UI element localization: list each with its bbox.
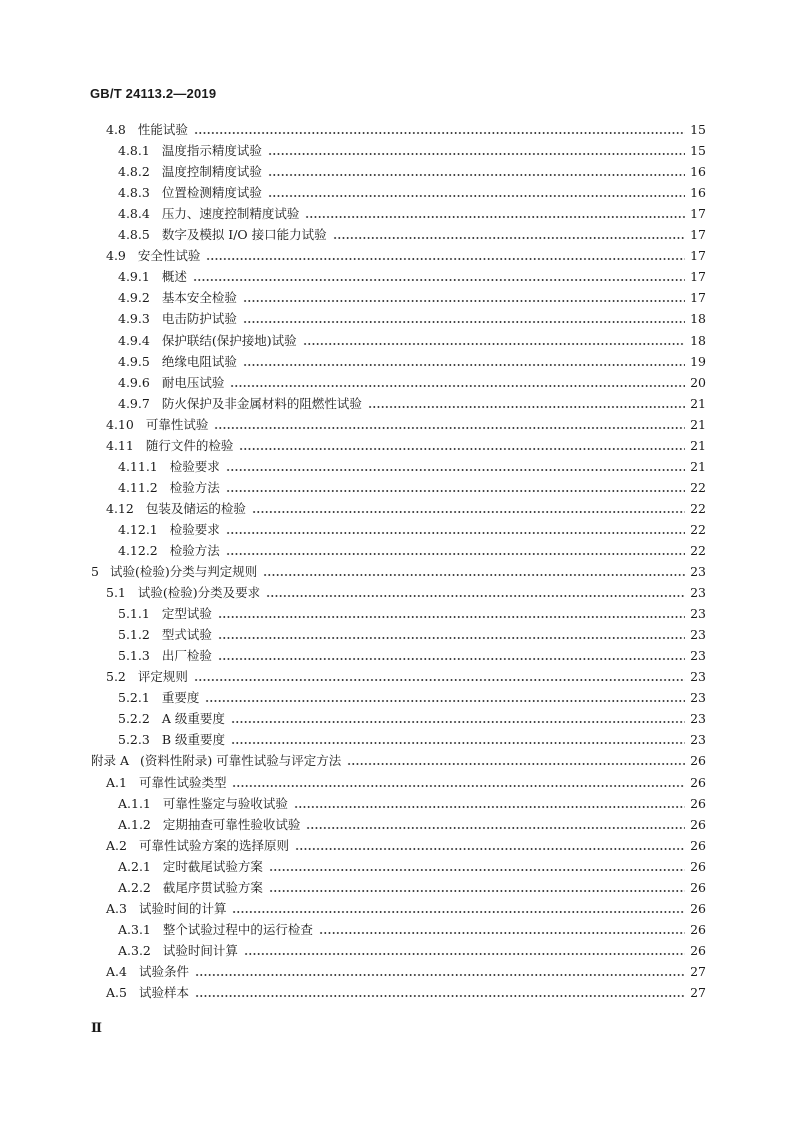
toc-entry-page: 23 [690,627,706,642]
toc-entry-title: 出厂检验 [161,648,212,663]
toc-entry-page: 20 [690,375,706,390]
toc-entry-number: 5.1.2 [118,627,150,642]
toc-leader-dots [268,167,685,177]
toc-entry-page: 26 [690,880,706,895]
toc-leader-dots [319,925,685,935]
toc-leader-dots [218,651,685,661]
toc-entry[interactable] [0,857,794,875]
toc-entry-number: A.2.2 [118,880,151,895]
toc-entry-page: 23 [690,690,706,705]
toc-entry[interactable] [0,836,794,854]
toc-entry-number: 4.8.3 [118,185,150,200]
toc-entry-number: 5.2 [106,669,126,684]
toc-entry-title: 截尾序贯试验方案 [162,880,263,895]
toc-entry[interactable] [0,415,794,433]
toc-entry-page: 26 [690,817,706,832]
toc-entry[interactable] [0,373,794,391]
toc-leader-dots [368,399,685,409]
toc-entry[interactable] [0,436,794,454]
toc-leader-dots [226,546,685,556]
toc-entry[interactable] [0,899,794,917]
toc-leader-dots [263,567,685,577]
toc-entry-number: 4.11.2 [118,480,158,495]
toc-leader-dots [193,272,685,282]
toc-entry[interactable] [0,773,794,791]
toc-entry[interactable] [0,204,794,222]
toc-entry-number: 4.11.1 [118,459,158,474]
toc-entry-page: 22 [690,543,706,558]
toc-leader-dots [230,378,685,388]
toc-entry[interactable] [0,352,794,370]
toc-entry-title: 检验要求 [169,522,220,537]
toc-leader-dots [214,420,685,430]
toc-leader-dots [252,504,685,514]
toc-entry-title: 检验方法 [169,543,220,558]
toc-entry-title: 温度指示精度试验 [161,143,262,158]
toc-entry-title: 保护联结(保护接地)试验 [161,333,297,348]
toc-entry-number: 4.9.2 [118,290,150,305]
toc-entry-title: 防火保护及非金属材料的阻燃性试验 [161,396,362,411]
toc-entry-page: 18 [690,333,706,348]
toc-leader-dots [194,125,685,135]
toc-leader-dots [226,462,685,472]
toc-entry-page: 26 [690,838,706,853]
toc-entry-title: 定型试验 [161,606,212,621]
toc-entry-page: 26 [690,775,706,790]
toc-entry-title: 型式试验 [161,627,212,642]
toc-entry-title: 温度控制精度试验 [161,164,262,179]
toc-entry[interactable] [0,520,794,538]
toc-entry[interactable] [0,225,794,243]
toc-leader-dots [303,336,685,346]
toc-entry-number: 5.1.1 [118,606,150,621]
toc-entry-number: 5.2.1 [118,690,150,705]
toc-entry-number: A.2.1 [118,859,151,874]
toc-entry-number: 4.12.2 [118,543,158,558]
toc-entry-title: 可靠性试验 [145,417,209,432]
toc-entry[interactable] [0,920,794,938]
toc-entry-title: 位置检测精度试验 [161,185,262,200]
toc-leader-dots [232,904,685,914]
toc-entry-page: 15 [690,143,706,158]
toc-entry-number: 5.1 [106,585,126,600]
toc-entry[interactable] [0,457,794,475]
toc-entry[interactable] [0,183,794,201]
toc-leader-dots [218,630,685,640]
toc-entry-page: 23 [690,732,706,747]
toc-entry[interactable] [0,267,794,285]
toc-entry[interactable] [0,499,794,517]
toc-entry-page: 23 [690,606,706,621]
toc-entry-page: 26 [690,753,706,768]
toc-entry[interactable] [0,604,794,622]
toc-entry-title: 概述 [161,269,187,284]
toc-entry-page: 26 [690,943,706,958]
toc-leader-dots [244,946,685,956]
toc-leader-dots [239,441,685,451]
toc-entry-title: 随行文件的检验 [145,438,234,453]
toc-entry-page: 23 [690,564,706,579]
toc-entry-number: 4.8.4 [118,206,150,221]
toc-entry-page: 26 [690,796,706,811]
toc-entry-page: 16 [690,164,706,179]
toc-entry[interactable] [0,878,794,896]
toc-leader-dots [347,756,685,766]
toc-entry-number: A.1 [106,775,127,790]
toc-entry-page: 19 [690,354,706,369]
toc-entry-title: 评定规则 [137,669,188,684]
toc-entry-number: A.1.2 [118,817,151,832]
toc-entry-number: A.1.1 [118,796,151,811]
toc-entry-number: A.3.2 [118,943,151,958]
toc-entry[interactable] [0,709,794,727]
toc-entry-number: A.2 [106,838,127,853]
page-number-footer: Ⅱ [91,1021,102,1036]
toc-entry-number: 4.12 [106,501,134,516]
toc-entry-title: 包装及储运的检验 [145,501,246,516]
toc-entry[interactable] [0,562,794,580]
toc-leader-dots [243,314,685,324]
toc-entry[interactable] [0,162,794,180]
toc-entry-page: 26 [690,859,706,874]
toc-leader-dots [306,820,685,830]
toc-entry-number: 4.9.7 [118,396,150,411]
toc-entry-page: 26 [690,901,706,916]
toc-leader-dots [194,672,685,682]
toc-entry-page: 26 [690,922,706,937]
toc-entry-number: A.4 [106,964,127,979]
toc-entry-title: 定期抽查可靠性验收试验 [162,817,301,832]
toc-entry-number: 4.9.3 [118,311,150,326]
toc-entry-number: 4.11 [106,438,134,453]
toc-entry-page: 21 [690,396,706,411]
toc-leader-dots [206,251,685,261]
toc-entry[interactable] [0,246,794,264]
toc-entry-page: 23 [690,669,706,684]
toc-entry[interactable] [0,478,794,496]
toc-entry-number: 4.10 [106,417,134,432]
toc-entry-title: 整个试验过程中的运行检查 [162,922,313,937]
toc-entry[interactable] [0,541,794,559]
toc-entry[interactable] [0,941,794,959]
toc-leader-dots [295,841,685,851]
toc-entry[interactable] [0,646,794,664]
toc-entry[interactable] [0,331,794,349]
toc-leader-dots [305,209,685,219]
toc-entry-page: 23 [690,585,706,600]
toc-entry[interactable] [0,141,794,159]
toc-entry-page: 22 [690,501,706,516]
toc-entry[interactable] [0,625,794,643]
toc-entry-page: 23 [690,648,706,663]
toc-entry-number: 4.9.5 [118,354,150,369]
toc-leader-dots [268,146,685,156]
toc-leader-dots [294,799,685,809]
toc-entry[interactable] [0,688,794,706]
toc-entry-page: 22 [690,480,706,495]
toc-entry-page: 21 [690,438,706,453]
toc-entry-title: 定时截尾试验方案 [162,859,263,874]
toc-entry-title: 安全性试验 [137,248,201,263]
toc-entry[interactable] [0,794,794,812]
toc-entry-title: (资料性附录) 可靠性试验与评定方法 [140,753,342,768]
toc-entry[interactable] [0,583,794,601]
toc-entry-title: 基本安全检验 [161,290,237,305]
toc-entry-page: 18 [690,311,706,326]
toc-leader-dots [268,188,685,198]
toc-entry-title: 压力、速度控制精度试验 [161,206,300,221]
toc-entry-number: 5.2.2 [118,711,150,726]
toc-leader-dots [232,778,685,788]
toc-entry-number: 4.12.1 [118,522,158,537]
toc-entry-title: 可靠性鉴定与验收试验 [162,796,288,811]
toc-entry[interactable] [0,667,794,685]
toc-entry-number: 4.9.6 [118,375,150,390]
toc-leader-dots [243,293,685,303]
toc-entry-title: 试验时间计算 [162,943,238,958]
toc-entry-page: 17 [690,206,706,221]
toc-entry-title: 检验要求 [169,459,220,474]
toc-entry-page: 23 [690,711,706,726]
toc-entry-number: 4.9.4 [118,333,150,348]
toc-entry[interactable] [0,120,794,138]
toc-entry-title: A 级重要度 [161,711,225,726]
toc-entry-page: 17 [690,248,706,263]
toc-entry-page: 15 [690,122,706,137]
toc-entry-number: 5.1.3 [118,648,150,663]
toc-entry-page: 17 [690,227,706,242]
toc-entry[interactable] [0,394,794,412]
standard-code-header: GB/T 24113.2—2019 [90,86,217,101]
toc-entry-number: 4.8 [106,122,126,137]
toc-entry-title: 试验(检验)分类与判定规则 [109,564,258,579]
toc-entry-page: 21 [690,417,706,432]
toc-entry-page: 27 [690,985,706,1000]
toc-entry-title: 试验(检验)分类及要求 [137,585,261,600]
toc-leader-dots [226,525,685,535]
toc-entry-title: 可靠性试验类型 [138,775,227,790]
toc-leader-dots [269,862,685,872]
toc-leader-dots [266,588,685,598]
toc-entry-page: 17 [690,290,706,305]
toc-entry-number: A.3.1 [118,922,151,937]
toc-entry-number: 5.2.3 [118,732,150,747]
toc-entry[interactable] [0,288,794,306]
toc-entry-title: 数字及模拟 I/O 接口能力试验 [161,227,327,242]
toc-leader-dots [231,735,685,745]
toc-entry[interactable] [0,751,794,769]
toc-entry-number: 4.9.1 [118,269,150,284]
toc-entry-title: 试验样本 [138,985,189,1000]
toc-entry[interactable] [0,730,794,748]
toc-entry-page: 17 [690,269,706,284]
toc-entry-title: B 级重要度 [161,732,225,747]
toc-entry-title: 耐电压试验 [161,375,225,390]
toc-entry-number: 4.9 [106,248,126,263]
toc-entry-page: 22 [690,522,706,537]
toc-leader-dots [231,714,685,724]
toc-entry-number: 附录 A [91,753,130,768]
toc-leader-dots [269,883,685,893]
toc-entry-title: 性能试验 [137,122,188,137]
toc-entry-number: 4.8.2 [118,164,150,179]
toc-entry[interactable] [0,962,794,980]
toc-leader-dots [205,693,685,703]
toc-entry-page: 27 [690,964,706,979]
toc-entry[interactable] [0,983,794,1001]
toc-leader-dots [333,230,685,240]
toc-entry-number: 4.8.1 [118,143,150,158]
toc-entry-number: 5 [91,564,99,579]
toc-entry-title: 绝缘电阻试验 [161,354,237,369]
toc-entry-number: 4.8.5 [118,227,150,242]
toc-leader-dots [218,609,685,619]
toc-leader-dots [243,357,685,367]
toc-entry-title: 可靠性试验方案的选择原则 [138,838,289,853]
toc-entry[interactable] [0,309,794,327]
toc-entry-title: 试验时间的计算 [138,901,227,916]
toc-leader-dots [226,483,685,493]
toc-entry-title: 试验条件 [138,964,189,979]
toc-entry-page: 16 [690,185,706,200]
toc-entry-number: A.5 [106,985,127,1000]
toc-entry[interactable] [0,815,794,833]
toc-entry-title: 检验方法 [169,480,220,495]
toc-entry-title: 电击防护试验 [161,311,237,326]
toc-entry-number: A.3 [106,901,127,916]
toc-entry-title: 重要度 [161,690,200,705]
toc-entry-page: 21 [690,459,706,474]
toc-leader-dots [195,988,685,998]
toc-leader-dots [195,967,685,977]
